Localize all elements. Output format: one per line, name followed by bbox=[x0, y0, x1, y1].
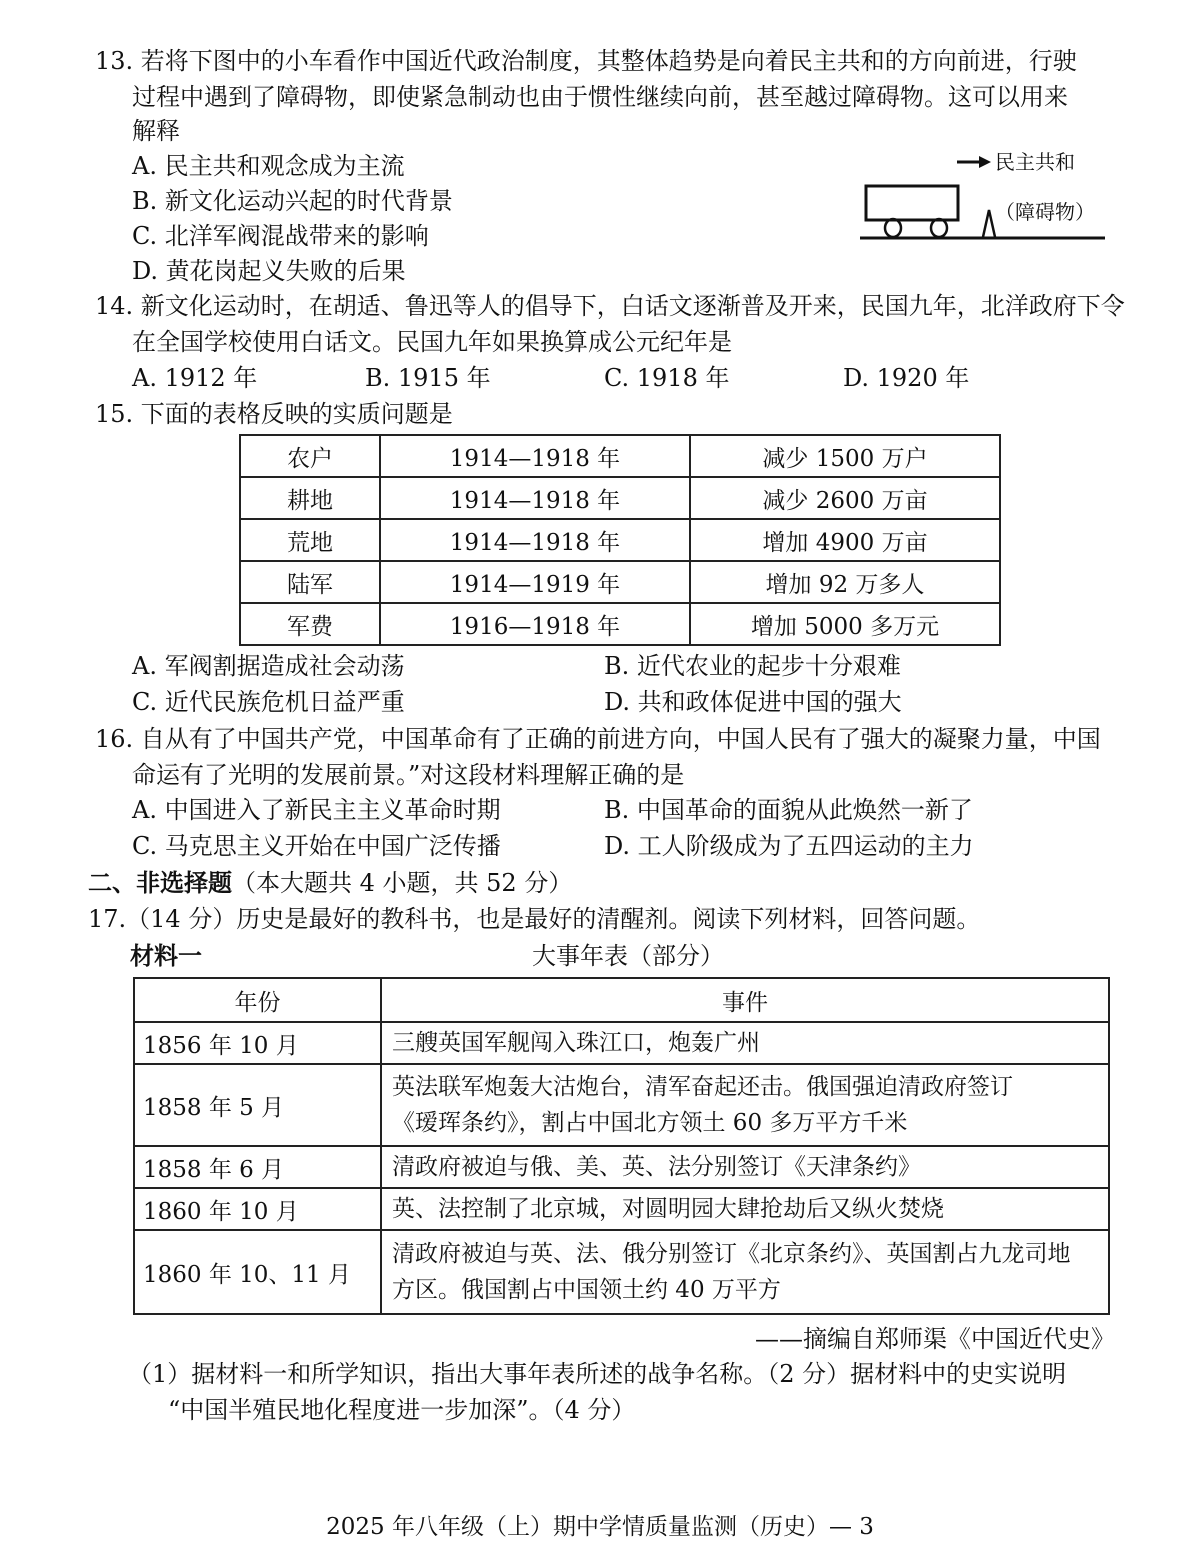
table-row bbox=[240, 561, 1000, 603]
section2-title: 二、非选择题 bbox=[88, 868, 232, 897]
q13-car-diagram bbox=[855, 150, 1110, 250]
obstacle-mark bbox=[983, 210, 995, 237]
row-event-line: 英法联军炮轰大沽炮台，清军奋起还击。俄国强迫清政府签订 bbox=[392, 1074, 1013, 1100]
q15-option-b: B. 近代农业的起步十分艰难 bbox=[604, 652, 901, 680]
q13-stem-line2: 过程中遇到了障碍物，即使紧急制动也由于惯性继续向前，甚至越过障碍物。这可以用来 bbox=[132, 83, 1068, 111]
table-row bbox=[240, 603, 1000, 645]
q13-option-b: B. 新文化运动兴起的时代背景 bbox=[132, 187, 453, 215]
table-cell: 增加 5000 多万元 bbox=[690, 603, 1000, 645]
table-cell: 农户 bbox=[240, 435, 380, 477]
table-row bbox=[240, 519, 1000, 561]
row-year: 1860 年 10 月 bbox=[134, 1188, 381, 1230]
page-footer: 2025 年八年级（上）期中学情质量监测（历史）— 3 bbox=[326, 1514, 874, 1540]
q13-stem-line3: 解释 bbox=[132, 117, 180, 145]
table-cell: 耕地 bbox=[240, 477, 380, 519]
q14-option-a: A. 1912 年 bbox=[132, 364, 258, 392]
row-event-line: 《瑷珲条约》，割占中国北方领土 60 多万平方千米 bbox=[392, 1110, 908, 1136]
section2-note: （本大题共 4 小题，共 52 分） bbox=[232, 869, 573, 897]
q14-stem-line2: 在全国学校使用白话文。民国九年如果换算成公元纪年是 bbox=[132, 328, 732, 356]
table-cell: 1914—1918 年 bbox=[380, 477, 690, 519]
table-row bbox=[134, 1230, 1109, 1314]
row-year: 1858 年 6 月 bbox=[134, 1146, 381, 1188]
obstacle-label: （障碍物） bbox=[995, 200, 1095, 224]
q13-stem-line1: 13. 若将下图中的小车看作中国近代政治制度，其整体趋势是向着民主共和的方向前进，行驶 bbox=[95, 47, 1077, 75]
q14-stem-line1: 14. 新文化运动时，在胡适、鲁迅等人的倡导下，白话文逐渐普及开来，民国九年，北洋政府下令 bbox=[95, 292, 1125, 320]
row-event: 英、法控制了北京城，对圆明园大肆抢劫后又纵火焚烧 bbox=[381, 1188, 1109, 1230]
header-year: 年份 bbox=[134, 978, 381, 1022]
q17-stem: 17.（14 分）历史是最好的教科书，也是最好的清醒剂。阅读下列材料，回答问题。 bbox=[88, 905, 981, 933]
table-cell: 陆军 bbox=[240, 561, 380, 603]
table-row bbox=[134, 1022, 1109, 1064]
row-event-line: 方区。俄国割占中国领土约 40 万平方 bbox=[392, 1277, 781, 1303]
q15-option-d: D. 共和政体促进中国的强大 bbox=[604, 688, 902, 716]
q13-option-d: D. 黄花岗起义失败的后果 bbox=[132, 257, 406, 285]
q16-stem-line1: 16. 自从有了中国共产党，中国革命有了正确的前进方向，中国人民有了强大的凝聚力量，中国 bbox=[95, 725, 1101, 753]
q15-option-a: A. 军阀割据造成社会动荡 bbox=[132, 652, 405, 680]
row-event bbox=[381, 1230, 1109, 1314]
table-cell: 减少 1500 万户 bbox=[690, 435, 1000, 477]
table-cell: 1916—1918 年 bbox=[380, 603, 690, 645]
q16-option-c: C. 马克思主义开始在中国广泛传播 bbox=[132, 832, 501, 860]
row-event-line: 清政府被迫与英、法、俄分别签订《北京条约》、英国割占九龙司地 bbox=[392, 1241, 1071, 1267]
q16-option-a: A. 中国进入了新民主主义革命时期 bbox=[132, 796, 501, 824]
q15-stem: 15. 下面的表格反映的实质问题是 bbox=[95, 400, 453, 428]
row-event bbox=[381, 1064, 1109, 1146]
table-row bbox=[240, 477, 1000, 519]
q15-option-c: C. 近代民族危机日益严重 bbox=[132, 688, 405, 716]
table-cell: 军费 bbox=[240, 603, 380, 645]
q15-table bbox=[239, 434, 1001, 646]
table-row bbox=[134, 1064, 1109, 1146]
democracy-arrow-label: 民主共和 bbox=[995, 150, 1075, 174]
row-event: 三艘英国军舰闯入珠江口，炮轰广州 bbox=[381, 1022, 1109, 1064]
section2-heading bbox=[88, 866, 572, 900]
q16-option-b: B. 中国革命的面貌从此焕然一新了 bbox=[604, 796, 973, 824]
q16-option-d: D. 工人阶级成为了五四运动的主力 bbox=[604, 832, 974, 860]
table-row bbox=[240, 435, 1000, 477]
table-cell: 1914—1918 年 bbox=[380, 519, 690, 561]
table-cell: 增加 92 万多人 bbox=[690, 561, 1000, 603]
row-year: 1860 年 10、11 月 bbox=[134, 1230, 381, 1314]
table-cell: 1914—1919 年 bbox=[380, 561, 690, 603]
table-row bbox=[134, 1146, 1109, 1188]
table-cell: 荒地 bbox=[240, 519, 380, 561]
q14-option-d: D. 1920 年 bbox=[843, 364, 970, 392]
q13-option-c: C. 北洋军阀混战带来的影响 bbox=[132, 222, 429, 250]
q17-material-label: 材料一 bbox=[130, 941, 202, 970]
q14-option-c: C. 1918 年 bbox=[604, 364, 730, 392]
table-row bbox=[134, 1188, 1109, 1230]
table-header-row bbox=[134, 978, 1109, 1022]
q17-sub1-line2: “中国半殖民地化程度进一步加深”。（4 分） bbox=[168, 1396, 636, 1424]
row-event: 清政府被迫与俄、美、英、法分别签订《天津条约》 bbox=[381, 1146, 1109, 1188]
row-year: 1856 年 10 月 bbox=[134, 1022, 381, 1064]
q17-source: ——摘编自郑师渠《中国近代史》 bbox=[755, 1325, 1115, 1353]
car-body bbox=[866, 186, 958, 220]
q17-table-title: 大事年表（部分） bbox=[532, 942, 724, 970]
q14-option-b: B. 1915 年 bbox=[365, 364, 491, 392]
row-year: 1858 年 5 月 bbox=[134, 1064, 381, 1146]
table-cell: 增加 4900 万亩 bbox=[690, 519, 1000, 561]
table-cell: 1914—1918 年 bbox=[380, 435, 690, 477]
table-cell: 减少 2600 万亩 bbox=[690, 477, 1000, 519]
q16-stem-line2: 命运有了光明的发展前景。”对这段材料理解正确的是 bbox=[132, 761, 685, 789]
q13-option-a: A. 民主共和观念成为主流 bbox=[132, 152, 405, 180]
q17-sub1-line1: （1）据材料一和所学知识，指出大事年表所述的战争名称。（2 分）据材料中的史实说明 bbox=[128, 1360, 1067, 1388]
q17-events-table bbox=[133, 977, 1110, 1315]
header-event: 事件 bbox=[381, 978, 1109, 1022]
